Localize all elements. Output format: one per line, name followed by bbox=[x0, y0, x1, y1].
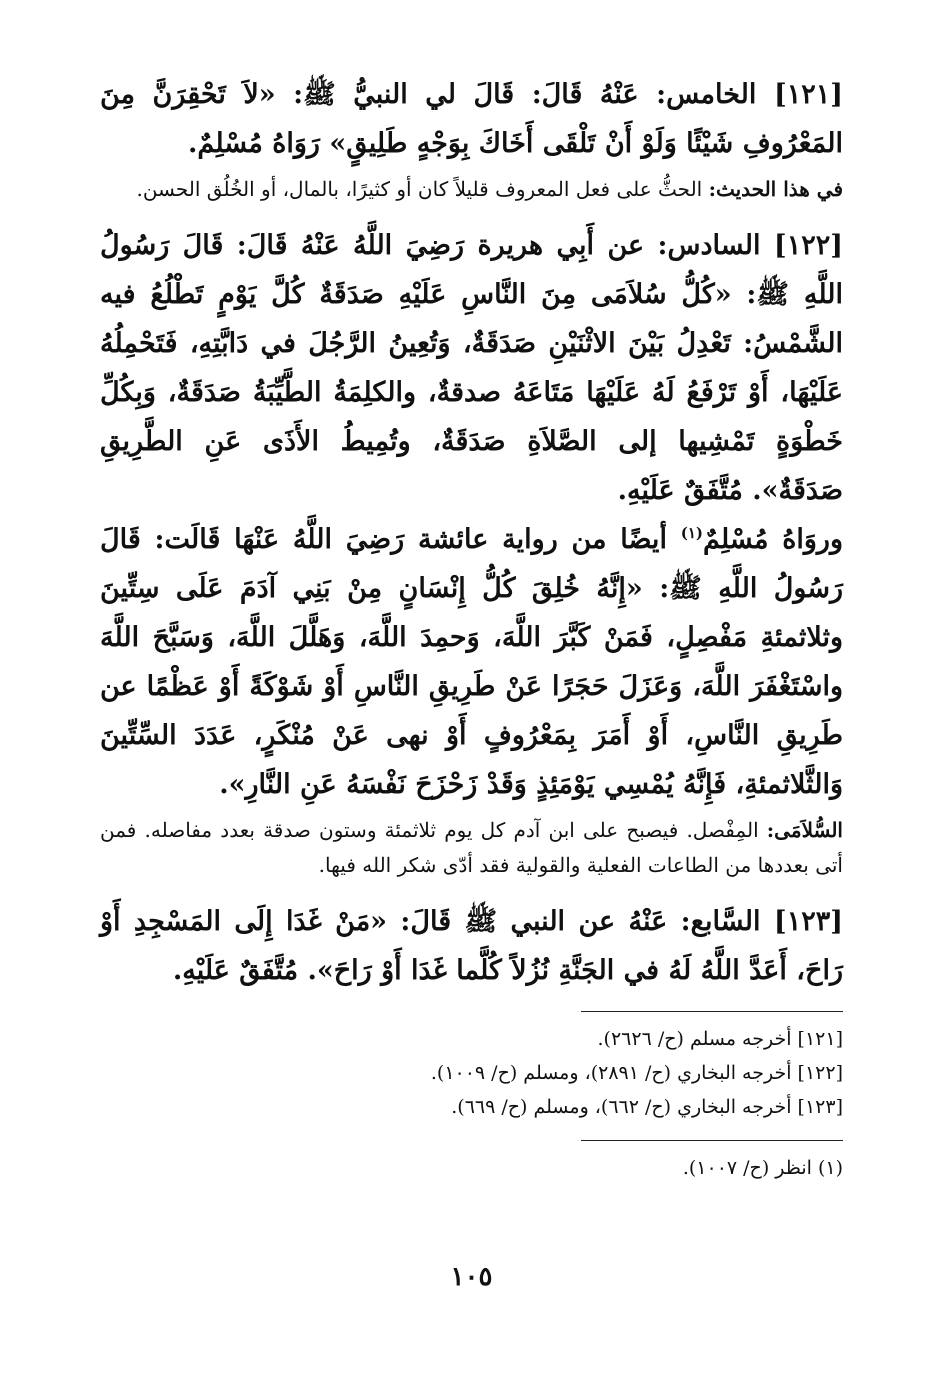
narration-intro: وروَاهُ مُسْلِمٌ bbox=[703, 524, 843, 555]
commentary-text: الحثُّ على فعل المعروف قليلاً كان أو كثيرًا، بالمال، أو الخُلُق الحسن. bbox=[136, 177, 703, 201]
hadith-123 bbox=[100, 897, 843, 995]
reference-item: [١٢٢] أخرجه البخاري (ح/ ٢٨٩١)، ومسلم (ح/ ١٠٠٩). bbox=[430, 1062, 843, 1084]
commentary-lead: السُّلاَمَى: bbox=[766, 818, 843, 842]
footnote-item: (١) انظر (ح/ ١٠٠٧). bbox=[682, 1157, 843, 1179]
footnotes-divider bbox=[581, 1140, 843, 1141]
hadith-text: السادس: عن أَبِي هريرة رَضِيَ اللَّهُ عَنْهُ قَالَ: قَالَ رَسُولُ اللَّهِ ﷺ: «كُلُّ سُلاَمَى مِنَ النَّاسِ عَلَيْهِ صَدَقَةٌ كُلَّ يَوْمٍ تَطْلُعُ فيه الشَّمْسُ: تَعْدِلُ بَيْنَ الاثْنَيْنِ صَدَقَةٌ، وَتُعِينُ الرَّجُلَ في دَابَّتِهِ، فَتَحْمِلُهُ عَلَيْهَا، أَوْ تَرْفَعُ لَهُ عَلَيْهَا مَتَاعَهُ صدقةٌ، والكلِمَةُ الطَّيِّبَةُ صَدَقَةٌ، وَبِكُلِّ خَطْوَةٍ تَمْشِيها إلى الصَّلاَةِ صَدَقَةٌ، وتُمِيطُ الأَذَى عَنِ الطَّرِيقِ صَدَقَةٌ». مُتَّفَقٌ عَلَيْهِ. bbox=[100, 230, 843, 506]
footnotes-list bbox=[100, 1151, 843, 1185]
narration-text: أيضًا من رواية عائشة رَضِيَ اللَّهُ عَنْهَا قَالَت: قَالَ رَسُولُ اللَّهِ ﷺ: «إِنَّهُ خُلِقَ كُلُّ إِنْسَانٍ مِنْ بَنِي آدَمَ عَلَى سِتِّينَ وثلاثمئةِ مَفْصِلٍ، فَمَنْ كَبَّرَ اللَّهَ، وَحمِدَ اللَّهَ، وَهَلَّلَ اللَّهَ، وَسَبَّحَ اللَّهَ واسْتَغْفَرَ اللَّهَ، وَعَزَلَ حَجَرًا عَنْ طَرِيقِ النَّاسِ أَوْ شَوْكَةً أَوْ عَظْمًا عن طَرِيقِ النَّاسِ، أَوْ أَمَرَ بِمَعْرُوفٍ أَوْ نهى عَنْ مُنْكَرٍ، عَدَدَ السِّتِّينَ وَالثَّلاثمئةِ، فَإِنَّهُ يُمْسِي يَوْمَئِذٍ وَقَدْ زَحْزَحَ نَفْسَهُ عَنِ النَّارِ». bbox=[100, 524, 843, 800]
commentary-121 bbox=[100, 172, 843, 207]
footnote-marker: (١) bbox=[680, 524, 703, 542]
hadith-122-second-narration bbox=[100, 515, 843, 809]
page-number: ١٠٥ bbox=[450, 1262, 493, 1292]
commentary-122 bbox=[100, 813, 843, 883]
references-divider bbox=[581, 1011, 843, 1012]
commentary-lead: في هذا الحديث: bbox=[708, 177, 843, 201]
hadith-122 bbox=[100, 221, 843, 515]
hadith-number: [١٢٢] bbox=[773, 230, 843, 261]
hadith-number: [١٢١] bbox=[773, 79, 844, 110]
hadith-text: السَّابع: عَنْهُ عن النبي ﷺ قَالَ: «مَنْ غَدَا إِلَى المَسْجِدِ أَوْ رَاحَ، أَعَدَّ اللَّهُ لَهُ في الجَنَّةِ نُزُلاً كُلَّما غَدَا أَوْ رَاحَ». مُتَّفَقٌ عَلَيْهِ. bbox=[100, 906, 843, 986]
reference-item: [١٢٣] أخرجه البخاري (ح/ ٦٦٢)، ومسلم (ح/ ٦٦٩). bbox=[451, 1096, 843, 1118]
hadith-number: [١٢٣] bbox=[773, 906, 843, 937]
commentary-text: المِفْصل. فيصبح على ابن آدم كل يوم ثلاثمئة وستون صدقة بعدد مفاصله. فمن أتى بعددها من الطاعات الفعلية والقولية فقد أدّى شكر الله فيها. bbox=[100, 818, 843, 877]
references-list bbox=[100, 1022, 843, 1124]
hadith-121 bbox=[100, 70, 843, 168]
reference-item: [١٢١] أخرجه مسلم (ح/ ٢٦٢٦). bbox=[597, 1028, 843, 1050]
page-content bbox=[100, 70, 843, 1185]
hadith-text: الخامس: عَنْهُ قَالَ: قَالَ لي النبيُّ ﷺ: «لاَ تَحْقِرَنَّ مِنَ المَعْرُوفِ شَيْئًا وَلَوْ أَنْ تَلْقَى أَخَاكَ بِوَجْهٍ طَلِيقٍ» رَوَاهُ مُسْلِمٌ. bbox=[100, 79, 843, 159]
